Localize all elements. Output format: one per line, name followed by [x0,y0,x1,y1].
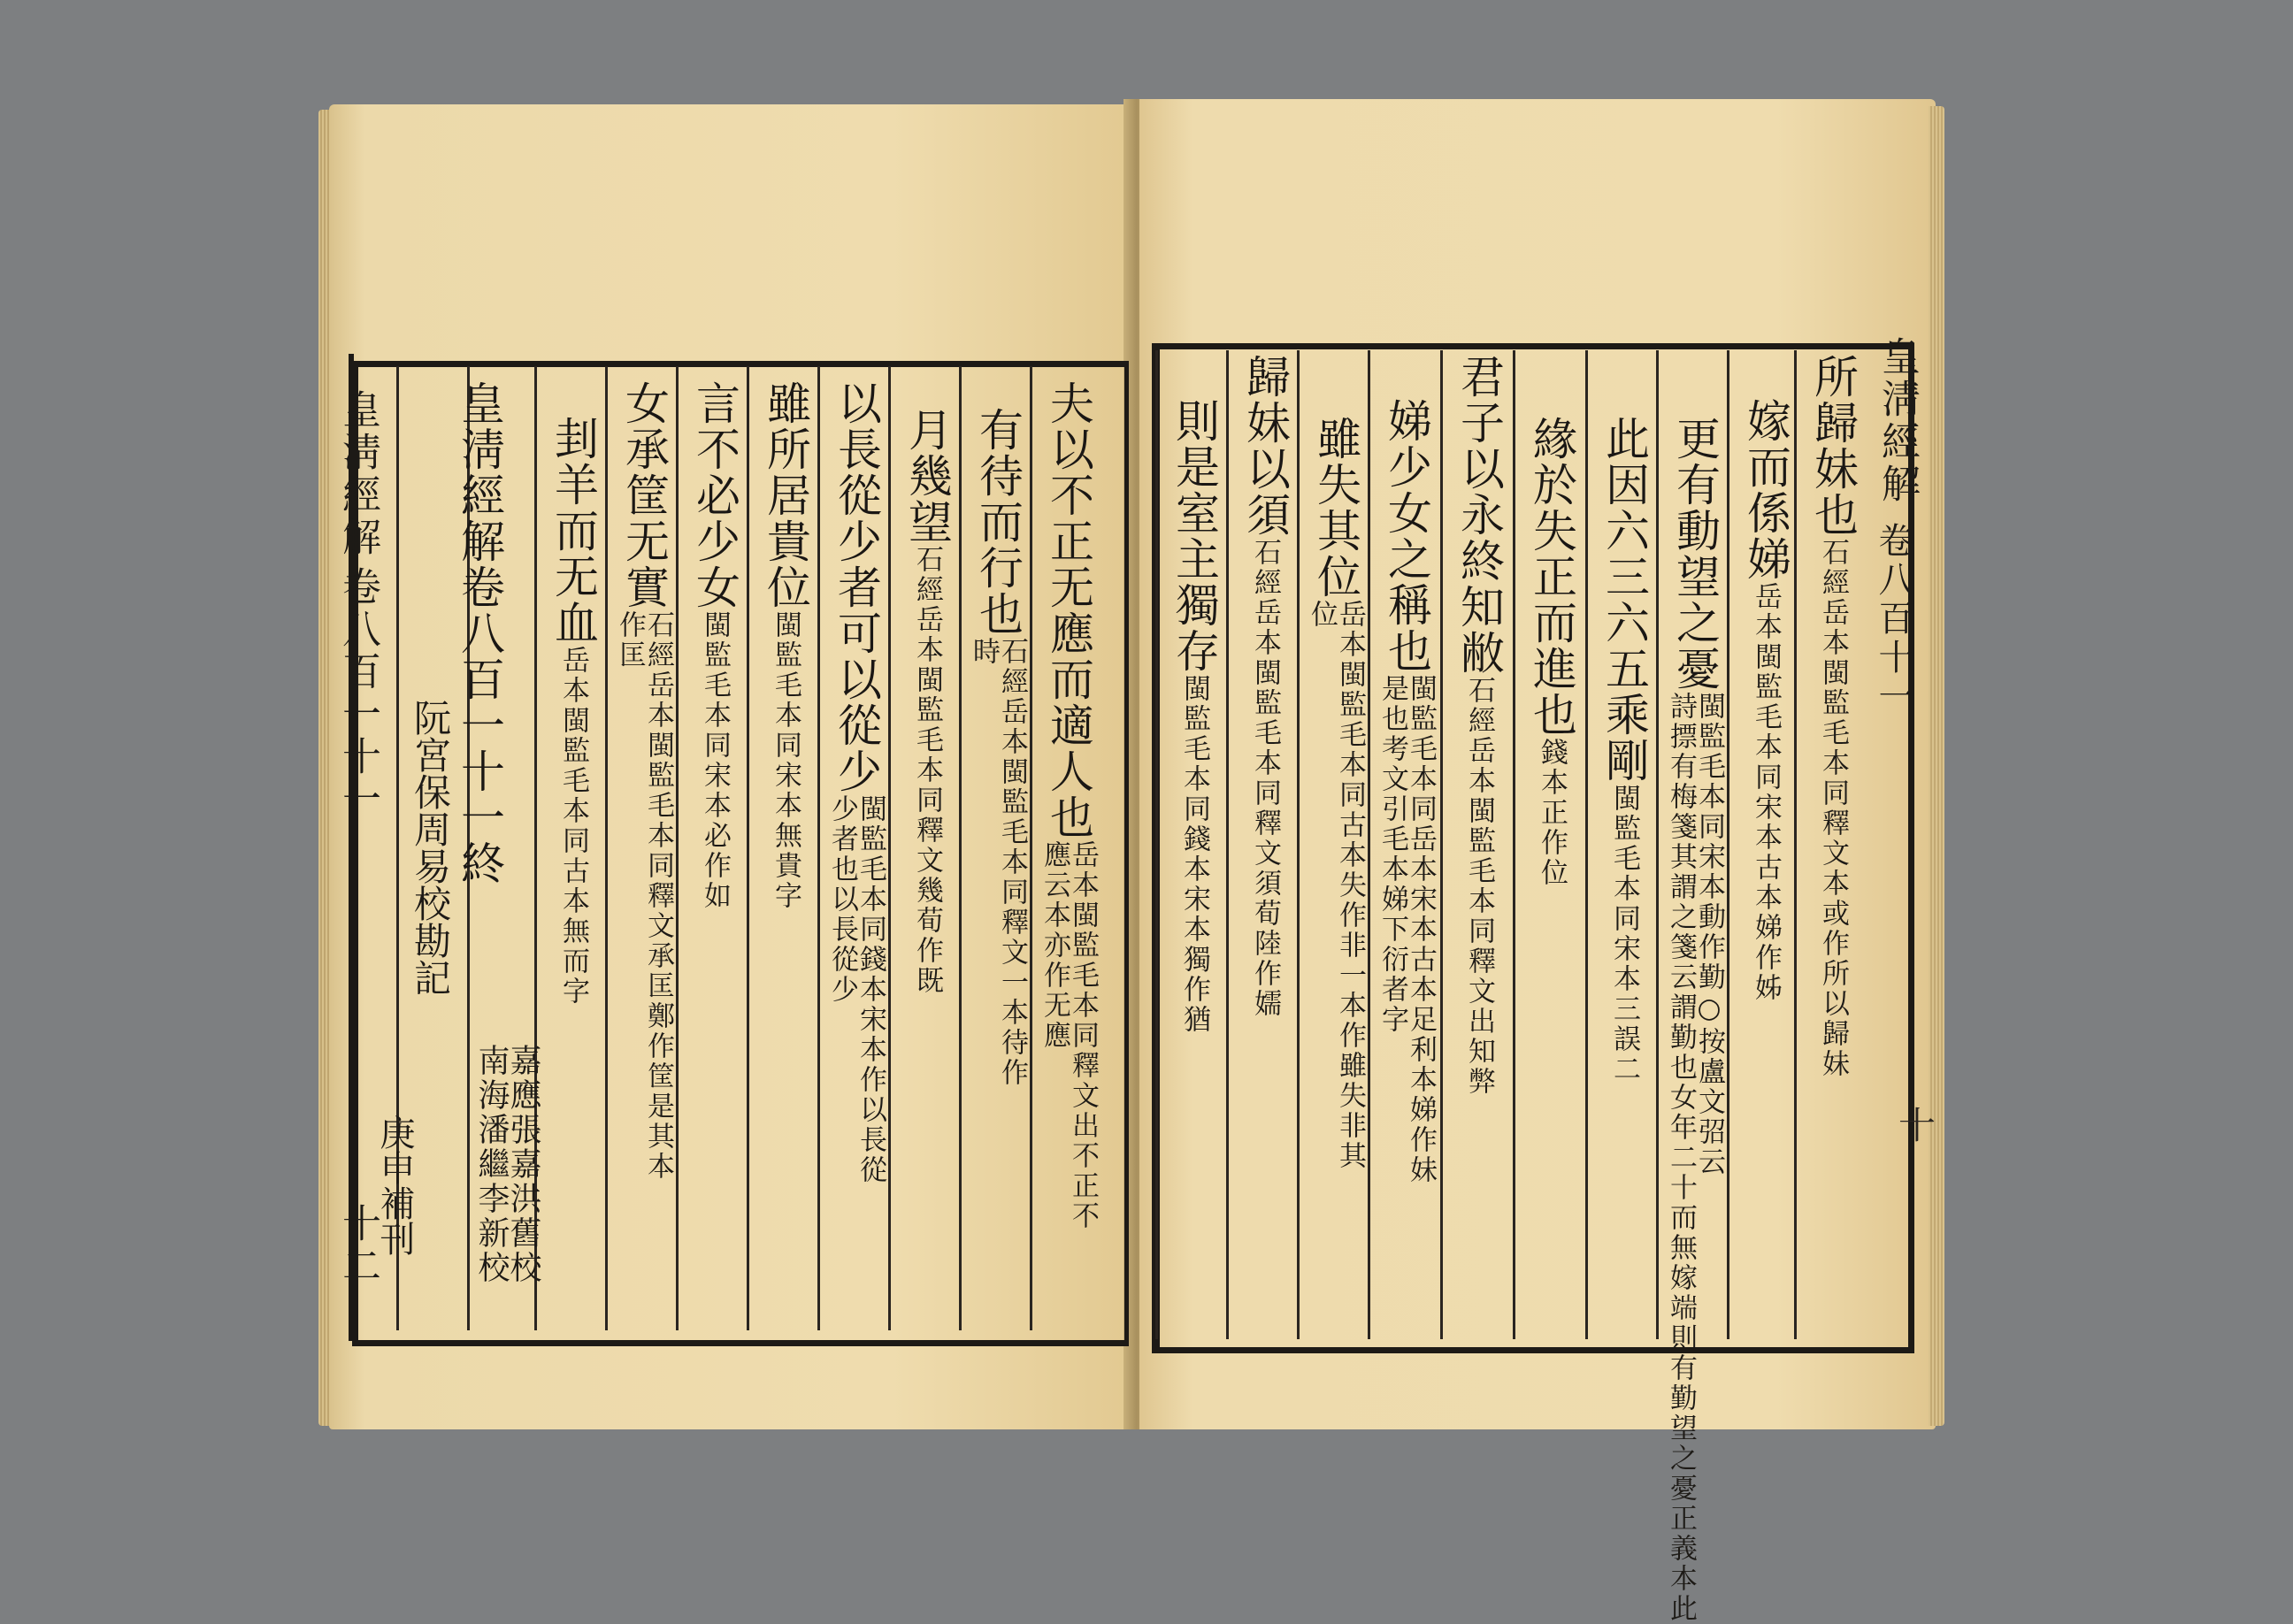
left-column-5-main-text: 雖所居貴位 [760,380,811,610]
right-column-rule [1440,350,1443,1339]
right-column-1-main-text: 所歸妹也 [1807,354,1859,538]
left-margin-volume: 卷八百一十一 [335,566,380,821]
left-column-1-annotation [1040,840,1097,1231]
colophon-tail-text: 庚申補刊 [374,1115,415,1256]
right-column-2-note-right: 岳本閩監毛本同宋本古本娣作姊 [1750,582,1782,1003]
left-column-rule [1030,366,1032,1330]
banxin-title: 阮宮保周易校勘記 [409,699,452,996]
left-column-8-note-right: 岳本閩監毛本同古本無而字 [557,646,589,1007]
left-column-2-note-left: 時 [968,637,1000,667]
right-column-rule [1794,350,1797,1339]
right-column-2 [1737,398,1794,1336]
right-column-rule [1585,350,1588,1339]
right-column-3-note-right: 閩監毛本同宋本動作勤○按盧文弨云 [1693,692,1725,1177]
colophon-tail [366,372,423,1309]
right-column-10-annotation [1180,674,1208,1035]
left-column-11-main-text: 皇淸經解卷八百一十一終 [454,380,505,886]
left-column-7-annotation [616,610,672,1182]
right-column-rule [1155,350,1158,1339]
colophon-line-1: 嘉應張嘉洪舊校 [505,1044,541,1285]
right-column-5 [1523,416,1580,1353]
right-fold-number: 十 [1893,1106,1936,1143]
left-column-6 [686,380,743,1318]
left-column-4-annotation [828,794,885,1185]
left-column-1-note-right: 岳本閩監毛本同釋文出不正不 [1067,840,1099,1231]
right-column-4-annotation [1610,784,1638,1084]
left-column-4-note-right: 閩監毛本同錢本宋本作以長從 [855,794,886,1185]
left-column-6-annotation [701,610,729,911]
right-column-8 [1308,416,1364,1353]
right-column-rule [1368,350,1370,1339]
right-column-1-annotation [1819,538,1847,1079]
left-column-rule [817,366,820,1330]
right-margin-volume: 卷八百十一 [1873,522,1913,716]
left-column-4-note-left: 少者也以長從少 [826,794,858,1005]
colophon [473,372,541,1309]
right-column-10 [1166,398,1223,1336]
left-column-8-main-text: 刲羊而无血 [548,416,599,646]
right-column-5-main-text: 緣於失正而進也 [1526,416,1577,738]
right-column-rule [1513,350,1515,1339]
left-column-3-main-text: 月幾望 [901,407,953,545]
right-column-2-annotation [1752,582,1780,1003]
left-column-4-main-text: 以長從少者可以從少 [831,380,882,794]
right-column-6 [1451,354,1507,1291]
right-column-5-note-right: 錢本正作位 [1536,738,1568,888]
right-column-1-note-right: 石經岳本閩監毛本同釋文本或作所以歸妹 [1817,538,1849,1079]
left-column-3-annotation [913,545,941,996]
right-column-3 [1665,416,1725,1624]
right-column-9-annotation [1251,538,1279,1019]
right-column-8-note-right: 岳本閩監毛本同古本失作非一本作雖失非其 [1334,600,1366,1171]
right-column-7-main-text: 娣少女之稱也 [1381,398,1432,674]
left-column-8-annotation [559,646,587,1007]
right-margin-label: 皇淸經解 [1875,336,1920,506]
right-column-7 [1378,398,1435,1336]
left-column-2-annotation [970,637,1026,1088]
right-column-7-note-right: 閩監毛本同岳本宋本古本足利本娣作妹 [1405,674,1437,1185]
left-column-3-note-right: 石經岳本閩監毛本同釋文幾荀作既 [911,545,943,996]
right-column-8-annotation [1308,600,1364,1171]
left-margin-label: 皇淸經解 [335,389,380,559]
left-column-2 [970,407,1026,1344]
left-column-rule [605,366,608,1330]
left-column-2-note-right: 石經岳本閩監毛本同釋文一本待作 [996,637,1028,1088]
right-column-rule [1656,350,1659,1339]
left-column-8 [545,416,602,1353]
left-column-7-note-right: 石經岳本閩監毛本同釋文承匡鄭作筐是其本 [642,610,674,1182]
left-column-1-note-left: 應云本亦作无應 [1039,840,1070,1051]
left-column-7-main-text: 女承筐无實 [618,380,670,610]
right-column-1 [1805,354,1861,1291]
right-column-4-main-text: 此因六三六五乘剛 [1599,416,1650,784]
right-column-3-note-left: 詩摽有梅箋其謂之箋云謂勤也女年二十而無嫁端則有勤望之憂正義本此 [1665,692,1697,1624]
left-column-rule [676,366,679,1330]
colophon-line-2: 南海潘繼李新校 [473,1044,510,1285]
right-column-rule [1226,350,1229,1339]
right-column-rule [1727,350,1729,1339]
left-column-7-note-left: 作匡 [614,610,646,670]
right-column-9-main-text: 歸妹以須 [1239,354,1291,538]
left-column-3 [899,407,955,1344]
left-column-rule [888,366,891,1330]
right-column-9-note-right: 石經岳本閩監毛本同釋文須荀陸作嬬 [1249,538,1281,1019]
left-column-2-main-text: 有待而行也 [972,407,1024,637]
right-column-6-note-right: 石經岳本閩監毛本同釋文出知弊 [1463,676,1495,1097]
right-column-10-note-right: 閩監毛本同錢本宋本獨作猶 [1178,674,1210,1035]
right-page-edges [1929,106,1944,1426]
left-column-rule [959,366,962,1330]
right-column-4-note-right: 閩監毛本同宋本三誤二 [1608,784,1640,1084]
left-column-5-note-right: 閩監毛本同宋本無貴字 [770,610,801,911]
left-column-6-main-text: 言不必少女 [689,380,740,610]
left-column-1-main-text: 夫以不正无應而適人也 [1043,380,1094,840]
right-column-4 [1596,416,1653,1353]
left-column-rule [747,366,749,1330]
right-column-9 [1237,354,1293,1291]
right-column-6-main-text: 君子以永終知敝 [1453,354,1505,676]
left-column-7 [616,380,672,1318]
right-column-5-annotation [1538,738,1566,888]
right-column-7-note-left: 是也考文引毛本娣下衍者字 [1377,674,1408,1035]
right-column-3-annotation [1667,692,1723,1624]
left-column-5 [757,380,814,1318]
right-column-6-annotation [1465,676,1493,1097]
left-column-6-note-right: 閩監毛本同宋本必作如 [699,610,731,911]
right-column-7-annotation [1378,674,1435,1185]
left-column-1 [1040,380,1097,1318]
right-column-3-main-text: 更有動望之憂 [1669,416,1721,692]
left-column-4 [828,380,885,1318]
left-margin-page: 十二 [335,1203,380,1288]
right-column-8-note-left: 位 [1306,600,1338,630]
right-column-rule [1297,350,1300,1339]
right-column-2-main-text: 嫁而係娣 [1740,398,1791,582]
right-column-10-main-text: 則是室主獨存 [1169,398,1220,674]
right-column-8-main-text: 雖失其位 [1310,416,1361,600]
left-column-5-annotation [771,610,800,911]
